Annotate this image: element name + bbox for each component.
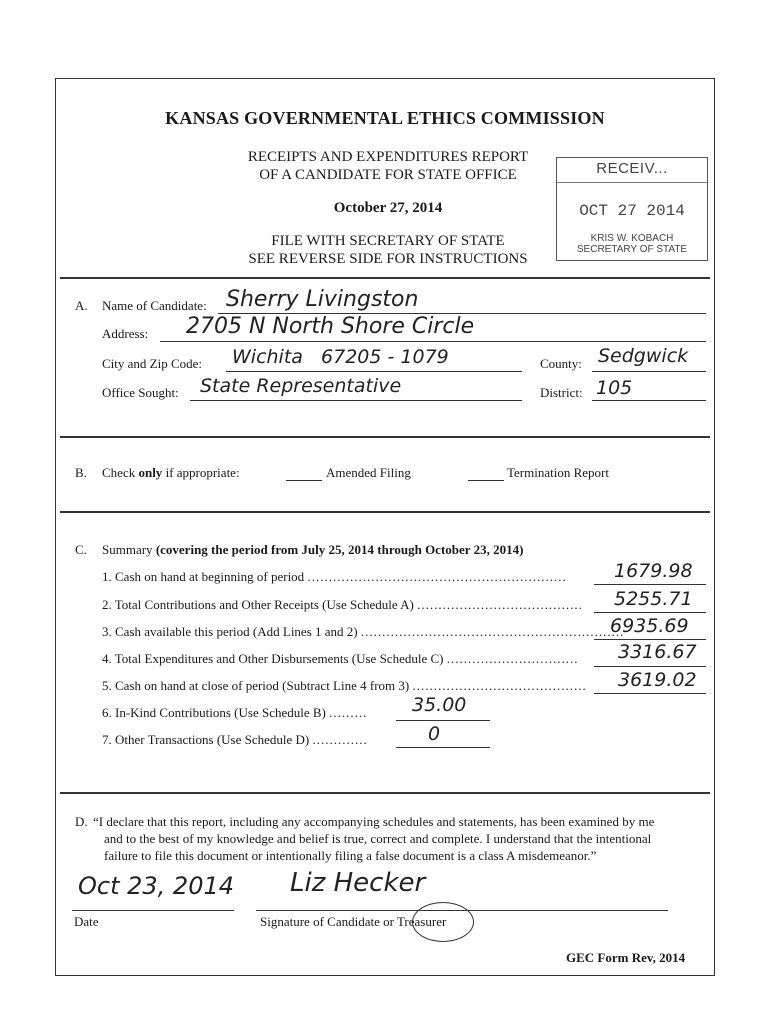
summary-period: (covering the period from July 25, 2014 through October 23, 2014) [155, 542, 524, 557]
report-date: October 27, 2014 [333, 200, 443, 216]
summary-item-label: 6. In-Kind Contributions (Use Schedule B) [102, 705, 326, 720]
summary-underline-3 [594, 639, 706, 640]
summary-value-1: 1679.98 [614, 560, 693, 582]
summary-item-label: 5. Cash on hand at close of period (Subtract Line 4 from 3) [102, 678, 410, 693]
summary-underline-6 [396, 720, 490, 721]
declaration-line1: “I declare that this report, including any accompanying schedules and statements, has been examined by me [93, 814, 655, 829]
amended-checkbox-line[interactable] [286, 480, 322, 481]
form-revision: GEC Form Rev, 2014 [566, 950, 686, 965]
district-label: District: [540, 385, 583, 400]
amended-filing-label: Amended Filing [326, 465, 411, 480]
summary-item-1: 1. Cash on hand at beginning of period ............................................................. [102, 569, 567, 584]
signature-value: Liz Hecker [290, 868, 426, 898]
summary-value-3: 6935.69 [610, 615, 689, 637]
office-underline [190, 400, 522, 401]
summary-value-2: 5255.71 [614, 588, 693, 610]
name-value: Sherry Livingston [226, 287, 419, 312]
signature-label: Signature of Candidate or Treasurer [260, 914, 447, 929]
received-stamp [556, 157, 708, 261]
instructions-line: SEE REVERSE SIDE FOR INSTRUCTIONS [248, 251, 528, 267]
summary-value-7: 0 [428, 723, 441, 745]
section-b-letter: B. [75, 465, 87, 480]
section-c-letter: C. [75, 542, 87, 557]
declaration-line3: failure to file this document or intentionally filing a false document is a class A misdemeanor.” [104, 848, 597, 863]
summary-item-label: 7. Other Transactions (Use Schedule D) [102, 732, 310, 747]
summary-underline-4 [594, 666, 706, 667]
stamp-secretary-name: KRIS W. KOBACH [590, 233, 674, 244]
summary-item-label: 4. Total Expenditures and Other Disbursements (Use Schedule C) [102, 651, 444, 666]
section-a-letter: A. [75, 298, 88, 313]
check-label-pre: Check [102, 465, 136, 480]
divider-a [60, 277, 710, 279]
termination-report-label: Termination Report [507, 465, 609, 480]
summary-heading [102, 542, 523, 558]
summary-value-4: 3316.67 [618, 641, 697, 663]
county-underline [592, 371, 706, 372]
county-label: County: [540, 356, 582, 371]
divider-d [60, 792, 710, 794]
address-label: Address: [102, 326, 149, 341]
check-label-post: if appropriate: [165, 465, 240, 480]
summary-underline-2 [594, 612, 706, 613]
summary-underline-7 [396, 747, 490, 748]
summary-underline-5 [594, 693, 706, 694]
city-zip-underline [226, 371, 522, 372]
address-value: 2705 N North Shore Circle [186, 314, 475, 339]
report-title-line1: RECEIPTS AND EXPENDITURES REPORT [247, 149, 529, 165]
summary-underline-1 [594, 584, 706, 585]
signature-circle-mark [412, 902, 474, 942]
divider-b [60, 436, 710, 438]
summary-item-2: 2. Total Contributions and Other Receipts (Use Schedule A) ....................................... [102, 597, 583, 612]
date-label: Date [74, 914, 99, 929]
section-d-letter: D. [75, 814, 88, 829]
city-zip-value: Wichita 67205 - 1079 [232, 346, 449, 368]
divider-c [60, 511, 710, 513]
stamp-date: OCT 27 2014 [579, 202, 685, 220]
summary-value-5: 3619.02 [618, 669, 697, 691]
summary-item-label: 1. Cash on hand at beginning of period [102, 569, 305, 584]
summary-item-5: 5. Cash on hand at close of period (Subtract Line 4 from 3) ......................................... [102, 678, 587, 693]
file-with-line: FILE WITH SECRETARY OF STATE [271, 233, 505, 249]
summary-item-6: 6. In-Kind Contributions (Use Schedule B) ......... [102, 705, 368, 720]
stamp-secretary-title: SECRETARY OF STATE [576, 244, 688, 255]
summary-item-7: 7. Other Transactions (Use Schedule D) ............. [102, 732, 368, 747]
office-sought-label: Office Sought: [102, 385, 179, 400]
district-underline [592, 400, 706, 401]
office-sought-value: State Representative [200, 375, 402, 397]
summary-value-6: 35.00 [412, 694, 467, 716]
summary-item-label: 2. Total Contributions and Other Receipts (Use Schedule A) [102, 597, 414, 612]
check-instruction [102, 465, 240, 481]
stamp-received-text: RECEIV... [557, 160, 707, 183]
summary-item-3: 3. Cash available this period (Add Lines 1 and 2) .............................................................. [102, 624, 625, 639]
summary-item-label: 3. Cash available this period (Add Lines 1 and 2) [102, 624, 358, 639]
commission-title: KANSAS GOVERNMENTAL ETHICS COMMISSION [165, 108, 605, 128]
county-value: Sedgwick [598, 345, 689, 367]
termination-checkbox-line[interactable] [468, 480, 504, 481]
stamp-secretary [557, 233, 707, 255]
name-label: Name of Candidate: [102, 298, 207, 313]
city-zip-label: City and Zip Code: [102, 356, 203, 371]
declaration-line2: and to the best of my knowledge and belief is true, correct and complete. I understand that the intentional [104, 831, 652, 846]
check-label-bold: only [138, 465, 163, 480]
summary-label: Summary [102, 542, 153, 557]
summary-item-4: 4. Total Expenditures and Other Disbursements (Use Schedule C) ............................... [102, 651, 579, 666]
report-title-line2: OF A CANDIDATE FOR STATE OFFICE [259, 167, 517, 183]
date-underline [72, 910, 234, 911]
signed-date-value: Oct 23, 2014 [78, 872, 234, 900]
district-value: 105 [596, 377, 633, 399]
address-underline [160, 341, 706, 342]
